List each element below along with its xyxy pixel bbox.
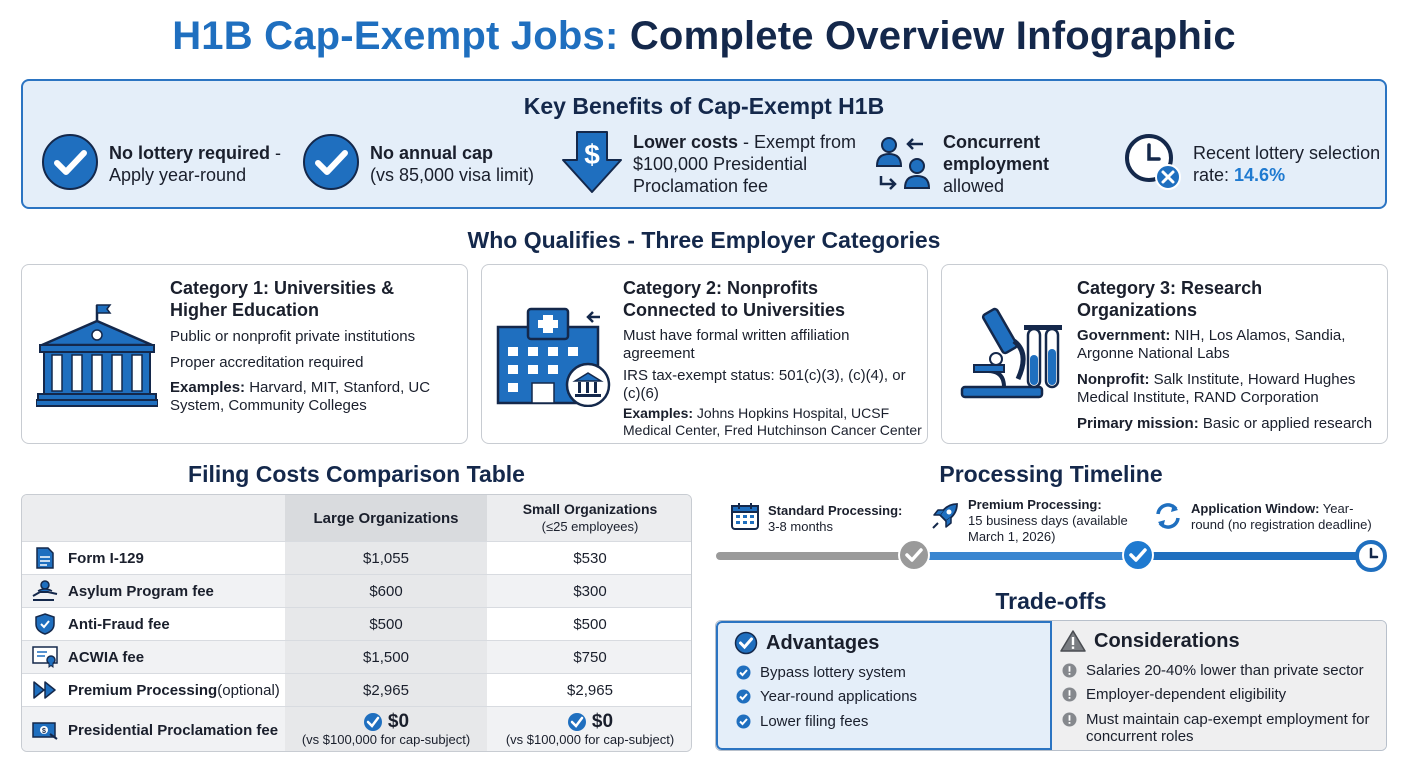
lottery-rate-value: 14.6%: [1234, 165, 1286, 185]
benefit-4-bold: Concurrent employment: [943, 132, 1050, 174]
benefit-5-text: Recent lottery selection rate:: [1193, 143, 1381, 185]
consideration-text: Employer-dependent eligibility: [1086, 686, 1287, 703]
advantages-title: Advantages: [766, 631, 880, 654]
timeline-segment-standard: [716, 552, 916, 560]
benefit-3-text: - Exempt from $100,000 Presidential Proclamation fee: [633, 132, 857, 196]
government-text: NIH, Los Alamos, Sandia, Argonne National Labs: [1077, 327, 1346, 362]
timeline-standard-label: Standard Processing:: [768, 503, 903, 518]
check-circle-icon: [736, 689, 751, 708]
svg-text:$: $: [584, 138, 600, 170]
row-label: Presidential Proclamation fee: [68, 721, 279, 739]
key-benefits-panel: [21, 79, 1387, 209]
timeline-window-label: Application Window:: [1191, 501, 1320, 516]
benefit-no-cap: [302, 131, 562, 197]
col-small-subtitle: (≤25 employees): [541, 519, 639, 534]
table-row: [22, 673, 692, 706]
advantage-item: [736, 713, 868, 733]
timeline-check-blue-icon: [1121, 538, 1155, 577]
category-2-card: [481, 264, 928, 444]
small-value: $530: [573, 549, 607, 567]
check-circle-icon: [41, 133, 99, 196]
large-zero-value: $0: [387, 711, 410, 732]
examples-label: Examples:: [623, 405, 694, 421]
table-row: [22, 574, 692, 607]
tradeoffs-panel: [715, 620, 1387, 751]
timeline-premium: [930, 497, 1130, 545]
check-circle-icon: [567, 712, 587, 732]
advantage-text: Bypass lottery system: [760, 664, 906, 681]
mission-text: Basic or applied research: [1198, 415, 1373, 432]
category-3-government: [1077, 327, 1377, 363]
large-note: (vs $100,000 for cap-subject): [301, 732, 471, 747]
category-2-line-2: IRS tax-exempt status: 501(c)(3), (c)(4), or (c)(6): [623, 367, 906, 402]
large-value: $500: [285, 608, 487, 640]
check-circle-icon: [736, 665, 751, 684]
tradeoffs-heading: Trade-offs: [995, 588, 1107, 614]
benefit-concurrent: [873, 131, 1113, 197]
dollar-down-arrow-icon: [561, 130, 623, 199]
microscope-icon: [958, 301, 1066, 406]
large-value: [285, 707, 487, 752]
check-circle-icon: [363, 712, 383, 732]
title-part-2: Complete Overview Infographic: [629, 14, 1236, 58]
row-label: Premium Processing: [68, 681, 218, 699]
small-value: $2,965: [567, 681, 613, 699]
mission-label: Primary mission:: [1077, 415, 1199, 432]
timeline-segment-window: [1138, 552, 1374, 560]
exclamation-circle-icon: [1062, 663, 1077, 682]
title-part-1: H1B Cap-Exempt Jobs:: [172, 14, 619, 58]
shield-icon: [32, 613, 58, 635]
category-3-mission: [1077, 415, 1377, 433]
consideration-item: [1062, 686, 1380, 706]
consideration-item: [1062, 662, 1380, 682]
page-title: [0, 14, 1408, 59]
benefit-lower-costs: [561, 131, 861, 197]
table-row: [22, 607, 692, 640]
small-value: $750: [573, 648, 607, 666]
small-value: $300: [573, 582, 607, 600]
exclamation-circle-icon: [1062, 687, 1077, 706]
benefit-1-text: - Apply year-round: [109, 143, 282, 185]
col-small-title: Small Organizations: [522, 501, 658, 517]
row-label-suffix: (optional): [217, 681, 280, 699]
nonprofit-label: Nonprofit:: [1077, 371, 1150, 388]
benefit-2-text: (vs 85,000 visa limit): [370, 165, 535, 185]
category-3-title: Category 3: Research Organizations: [1077, 278, 1263, 320]
hand-person-icon: [32, 580, 58, 602]
row-label: ACWIA fee: [68, 648, 145, 666]
benefit-no-lottery: [41, 131, 301, 197]
calendar-icon: [730, 501, 760, 536]
large-value: $1,500: [285, 641, 487, 673]
category-1-line-1: Public or nonprofit private institutions: [170, 328, 416, 345]
small-note: (vs $100,000 for cap-subject): [505, 732, 675, 747]
considerations-title: Considerations: [1094, 629, 1240, 652]
money-icon: [32, 720, 58, 740]
advantage-text: Year-round applications: [760, 688, 918, 705]
timeline-standard-value: 3-8 months: [768, 519, 834, 534]
examples-label: Examples:: [170, 379, 246, 396]
timeline-heading: Processing Timeline: [939, 461, 1163, 487]
exclamation-circle-icon: [1062, 712, 1077, 731]
nonprofit-text: Salk Institute, Howard Hughes Medical Institute, RAND Corporation: [1077, 371, 1356, 406]
timeline-segment-premium: [914, 552, 1140, 560]
category-1-title: Category 1: Universities & Higher Education: [170, 278, 395, 320]
costs-table: [21, 494, 692, 752]
large-value: $2,965: [285, 674, 487, 706]
benefit-3-bold: Lower costs: [633, 132, 739, 152]
examples-text: Harvard, MIT, Stanford, UC System, Community Colleges: [170, 379, 431, 414]
timeline-check-gray-icon: [897, 538, 931, 577]
qualifies-heading: Who Qualifies - Three Employer Categories: [467, 227, 941, 253]
row-label: Form I-129: [68, 549, 144, 567]
check-circle-icon: [734, 631, 758, 655]
col-large-header: Large Organizations: [285, 495, 487, 541]
category-2-line-1: Must have formal written affiliation agreement: [623, 327, 850, 362]
university-building-icon: [36, 303, 158, 412]
government-label: Government:: [1077, 327, 1171, 344]
considerations-column: [1052, 621, 1387, 750]
timeline-clock-icon: [1355, 540, 1387, 577]
consideration-text: Salaries 20-40% lower than private sector: [1086, 662, 1364, 679]
users-swap-icon: [873, 132, 933, 197]
warning-icon: [1060, 629, 1086, 653]
consideration-text: Must maintain cap-exempt employment for concurrent roles: [1086, 711, 1370, 745]
svg-text:$: $: [42, 728, 46, 735]
category-1-examples: [170, 379, 460, 415]
timeline-window: [1153, 497, 1385, 536]
refresh-icon: [1153, 501, 1183, 536]
clock-x-icon: [1123, 132, 1183, 197]
table-row: [22, 706, 692, 752]
benefit-1-bold: No lottery required: [109, 143, 271, 163]
check-circle-icon: [302, 133, 360, 196]
category-1-line-2: Proper accreditation required: [170, 354, 364, 371]
col-small-header: [487, 495, 692, 541]
table-row: [22, 541, 692, 574]
small-zero-value: $0: [591, 711, 614, 732]
fast-forward-icon: [32, 681, 58, 699]
large-value: $600: [285, 575, 487, 607]
row-label: Asylum Program fee: [68, 582, 214, 600]
benefit-4-text: allowed: [943, 176, 1005, 196]
advantage-item: [736, 688, 917, 708]
costs-heading: Filing Costs Comparison Table: [188, 461, 525, 487]
small-value: $500: [573, 615, 607, 633]
benefit-lottery-rate: [1123, 131, 1383, 197]
large-value: $1,055: [285, 542, 487, 574]
row-label: Anti-Fraud fee: [68, 615, 170, 633]
benefit-2-bold: No annual cap: [370, 143, 494, 163]
hospital-affiliation-icon: [496, 307, 612, 412]
timeline-standard: [730, 497, 910, 536]
advantage-item: [736, 664, 906, 684]
category-1-card: [21, 264, 468, 444]
category-3-nonprofit: [1077, 371, 1377, 407]
check-circle-icon: [736, 714, 751, 733]
advantages-column: [716, 621, 1052, 750]
timeline-premium-label: Premium Processing:: [968, 497, 1102, 512]
key-benefits-heading: Key Benefits of Cap-Exempt H1B: [523, 93, 885, 119]
timeline-premium-value: 15 business days (available March 1, 2026): [968, 513, 1128, 544]
document-icon: [32, 547, 58, 569]
table-row: [22, 640, 692, 673]
category-2-examples: [623, 405, 923, 439]
certificate-icon: [32, 646, 58, 668]
category-2-title: Category 2: Nonprofits Connected to Universities: [623, 278, 846, 320]
consideration-item: [1062, 711, 1380, 745]
category-3-card: [941, 264, 1388, 444]
table-header: [22, 495, 692, 541]
examples-text: Johns Hopkins Hospital, UCSF Medical Center, Fred Hutchinson Cancer Center: [623, 405, 922, 438]
timeline-window-value: Year-round (no registration deadline): [1191, 501, 1372, 532]
rocket-icon: [930, 501, 960, 536]
small-value: [487, 707, 692, 752]
advantage-text: Lower filing fees: [760, 713, 869, 730]
